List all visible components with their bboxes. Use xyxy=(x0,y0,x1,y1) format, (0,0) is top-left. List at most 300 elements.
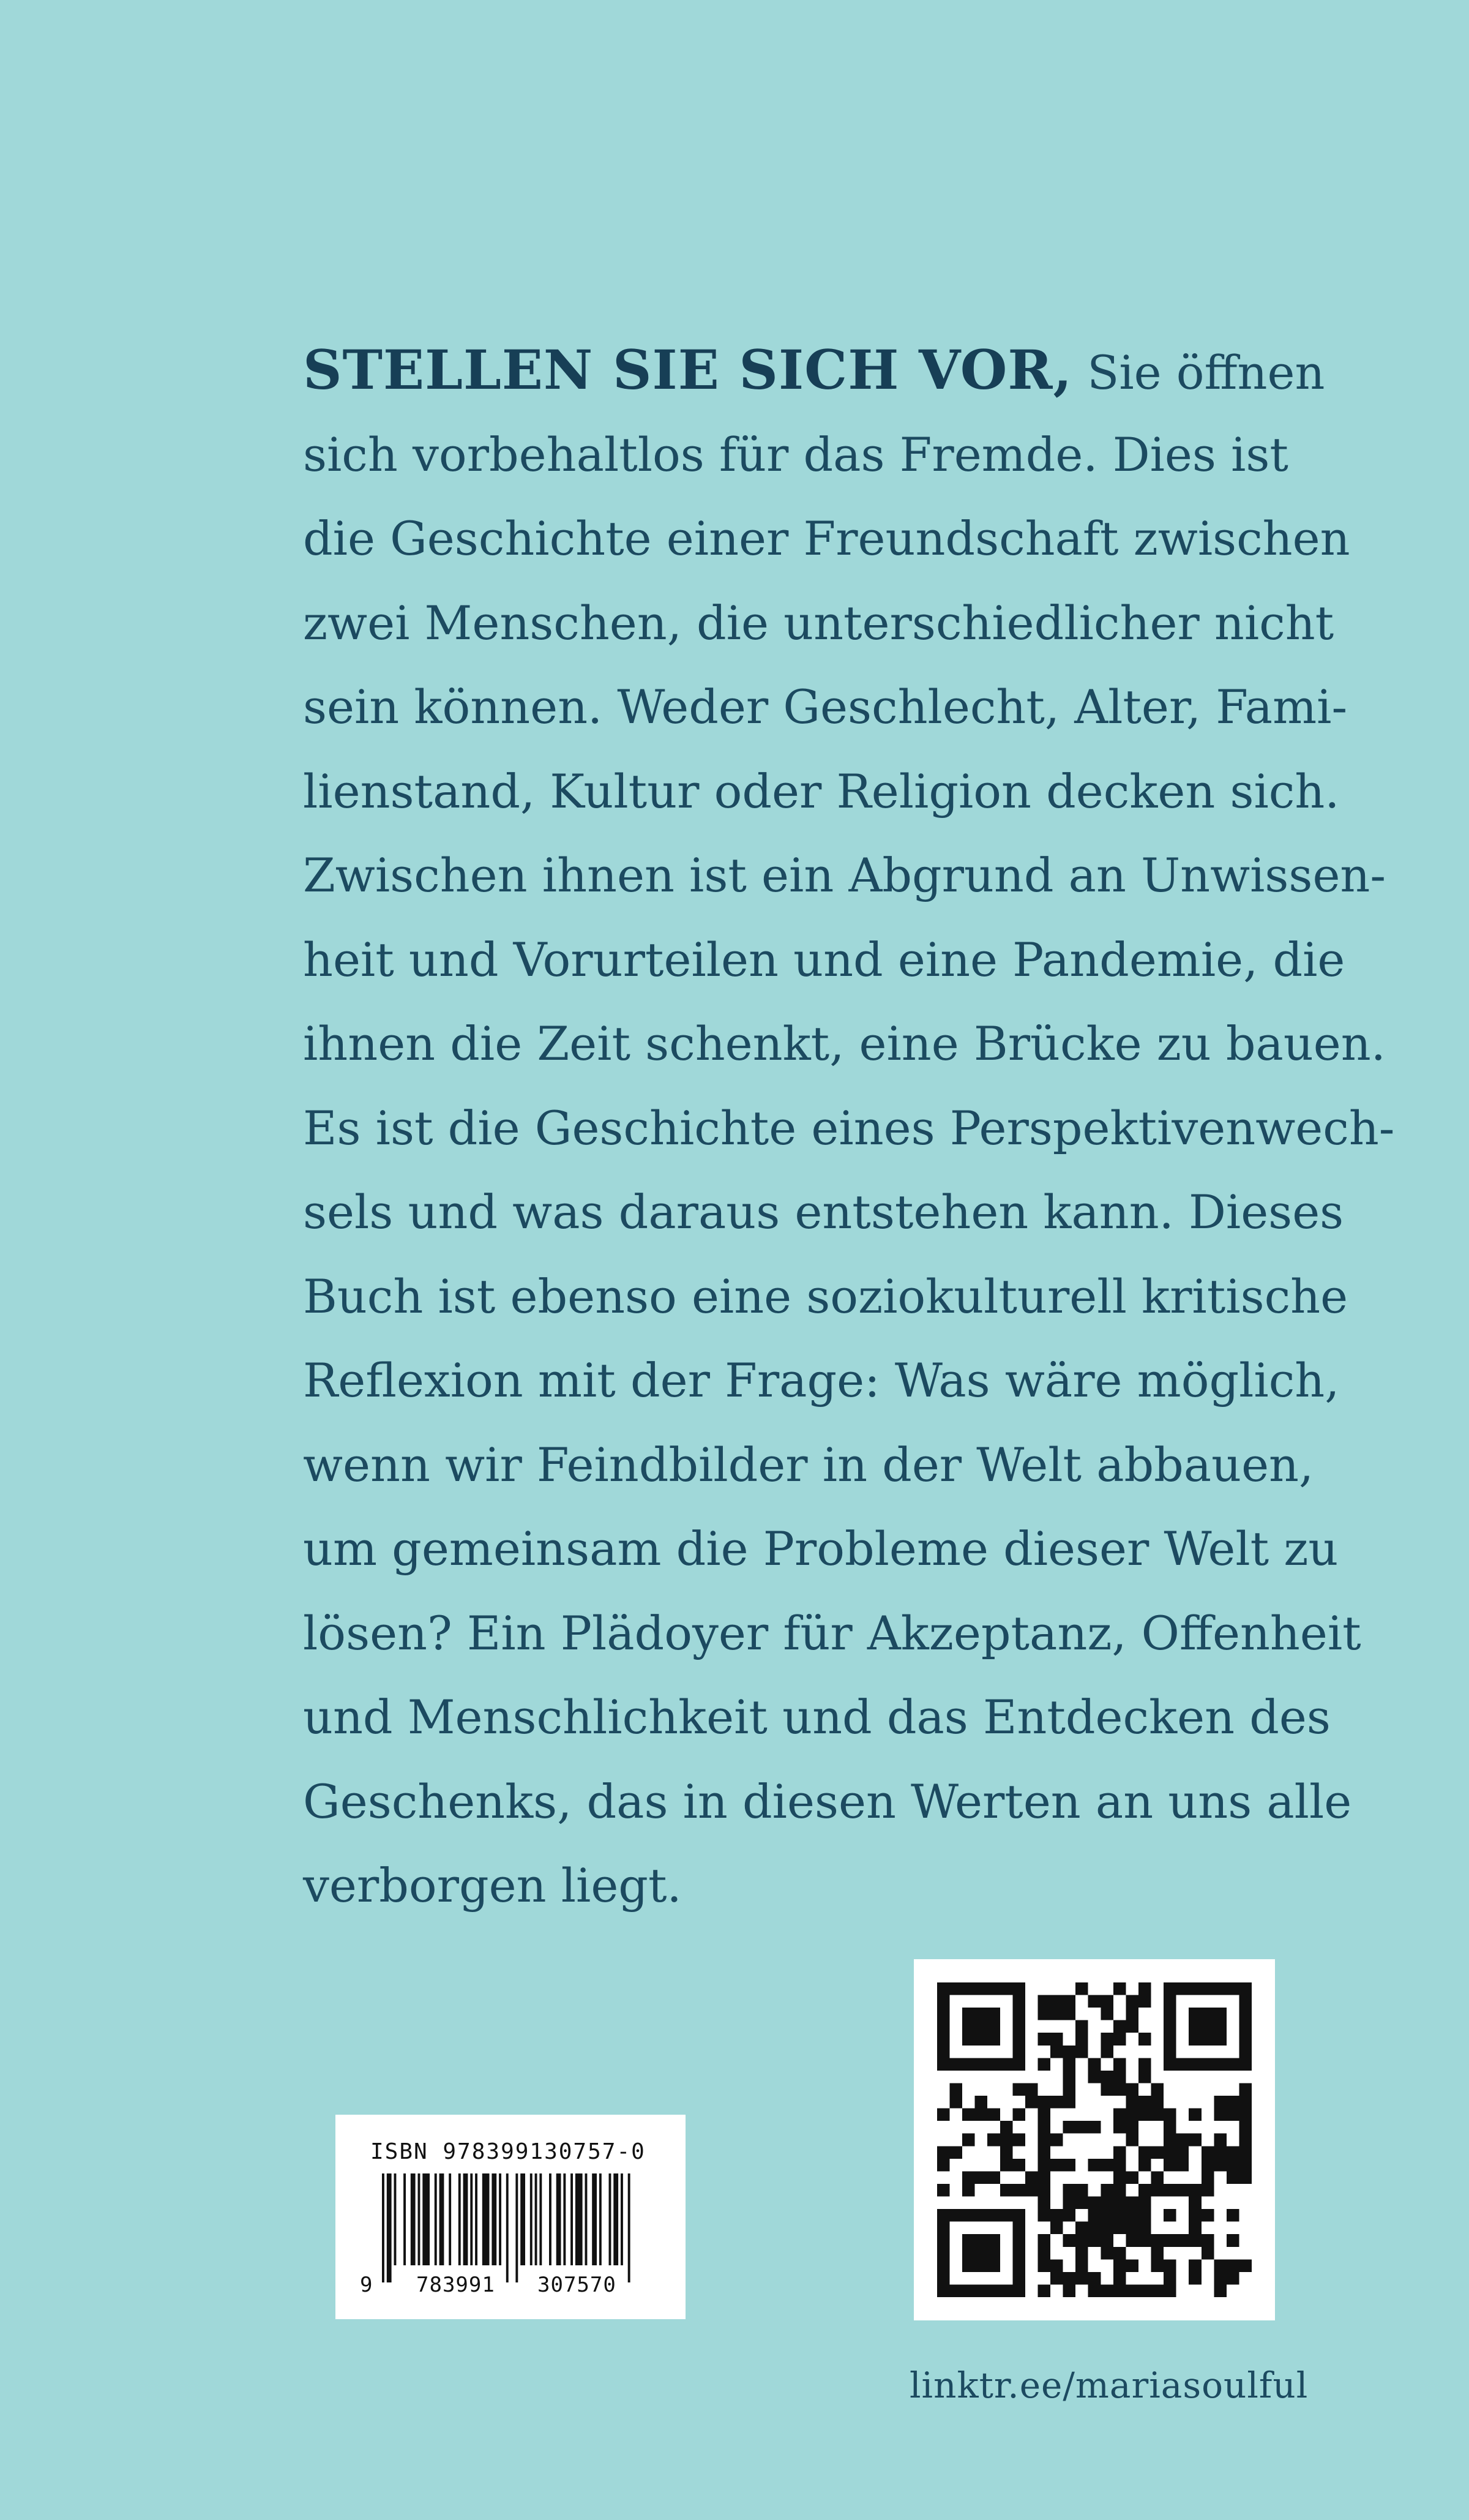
blurb-line: heit und Vorurteilen und eine Pandemie, die xyxy=(303,932,1345,987)
qr-module xyxy=(1126,2008,1138,2020)
blurb-line: sich vorbehaltlos für das Fremde. Dies ist xyxy=(303,427,1288,482)
qr-module xyxy=(1164,2184,1176,2197)
barcode-bar xyxy=(482,2173,490,2265)
qr-module xyxy=(1189,2033,1202,2046)
qr-module xyxy=(1239,2259,1252,2272)
qr-module xyxy=(937,2008,950,2020)
qr-module xyxy=(987,2234,1000,2247)
qr-module xyxy=(1088,1995,1101,2008)
qr-module xyxy=(1075,2222,1088,2235)
blurb-line: wenn wir Feindbilder in der Welt abbauen, xyxy=(303,1437,1314,1492)
qr-module xyxy=(962,2033,975,2046)
qr-module xyxy=(1164,2209,1176,2222)
barcode-bar xyxy=(585,2173,588,2265)
qr-module xyxy=(962,2184,975,2197)
qr-module xyxy=(1164,2046,1176,2058)
qr-module xyxy=(1000,2209,1013,2222)
qr-module xyxy=(987,2109,1000,2121)
qr-module xyxy=(1151,2109,1164,2121)
qr-module xyxy=(1037,2259,1050,2272)
qr-module xyxy=(1000,2284,1013,2297)
barcode-bar xyxy=(613,2173,618,2265)
qr-module xyxy=(1000,2134,1013,2147)
qr-module xyxy=(1138,1995,1151,2008)
qr-module xyxy=(1189,2197,1202,2210)
qr-module xyxy=(1239,2109,1252,2121)
qr-module xyxy=(975,2247,988,2260)
barcode-bar xyxy=(530,2173,533,2265)
qr-module xyxy=(1176,2234,1189,2247)
qr-module xyxy=(1126,2171,1138,2184)
qr-module xyxy=(1126,2234,1138,2247)
barcode-bar xyxy=(609,2173,611,2265)
qr-module xyxy=(1012,2159,1025,2172)
qr-module xyxy=(1138,2184,1151,2197)
qr-module xyxy=(1214,2096,1227,2109)
qr-module xyxy=(1126,2020,1138,2033)
qr-module xyxy=(1239,2121,1252,2134)
qr-module xyxy=(950,2096,963,2109)
qr-module xyxy=(1025,2184,1038,2197)
qr-module xyxy=(1113,2259,1126,2272)
back-cover-blurb xyxy=(303,328,1395,1928)
qr-module xyxy=(1151,2284,1164,2297)
qr-module xyxy=(1101,2247,1113,2260)
qr-module xyxy=(937,2222,950,2235)
qr-module xyxy=(1113,2284,1126,2297)
qr-module xyxy=(1202,2184,1214,2197)
qr-module xyxy=(962,2209,975,2222)
qr-module xyxy=(1164,2259,1176,2272)
qr-module xyxy=(975,2096,988,2109)
qr-module xyxy=(1239,2046,1252,2058)
blurb-line: lienstand, Kultur oder Religion decken sich. xyxy=(303,763,1340,819)
qr-module xyxy=(1025,2171,1038,2184)
qr-module xyxy=(1037,2159,1050,2172)
qr-module xyxy=(1063,2159,1076,2172)
qr-module xyxy=(1227,2159,1239,2172)
qr-module xyxy=(1037,2058,1050,2071)
qr-module xyxy=(1113,2197,1126,2210)
qr-module xyxy=(1227,2096,1239,2109)
qr-module xyxy=(1126,2096,1138,2109)
qr-module xyxy=(1101,2046,1113,2058)
qr-module xyxy=(1164,1995,1176,2008)
qr-module xyxy=(1063,2058,1076,2071)
qr-module xyxy=(1012,2234,1025,2247)
qr-module xyxy=(1138,1982,1151,1995)
qr-module xyxy=(1202,1982,1214,1995)
qr-module xyxy=(1202,2247,1214,2260)
qr-module xyxy=(1012,2046,1025,2058)
qr-module xyxy=(1126,2284,1138,2297)
qr-module xyxy=(937,2020,950,2033)
qr-module xyxy=(1037,2109,1050,2121)
qr-module xyxy=(1101,2159,1113,2172)
qr-module xyxy=(1012,2184,1025,2197)
qr-module xyxy=(1176,2134,1189,2147)
barcode-bar xyxy=(556,2173,561,2265)
qr-module xyxy=(1189,2109,1202,2121)
qr-module xyxy=(1050,2159,1063,2172)
qr-module xyxy=(1037,2146,1050,2159)
qr-module xyxy=(1037,2197,1050,2210)
qr-module xyxy=(1126,2083,1138,2096)
qr-module xyxy=(1138,2234,1151,2247)
barcode-bar xyxy=(499,2173,501,2265)
qr-module xyxy=(1239,2146,1252,2159)
qr-module xyxy=(1126,2197,1138,2210)
qr-module xyxy=(1012,2134,1025,2147)
qr-module xyxy=(937,2146,950,2159)
qr-module xyxy=(1113,1982,1126,1995)
qr-module xyxy=(1063,2096,1076,2109)
qr-module xyxy=(1189,2184,1202,2197)
blurb-line: zwei Menschen, die unterschiedlicher nicht xyxy=(303,595,1334,650)
qr-module xyxy=(950,2209,963,2222)
barcode-bar xyxy=(515,2173,518,2282)
qr-module xyxy=(1025,2083,1038,2096)
qr-module xyxy=(1189,2234,1202,2247)
qr-module xyxy=(937,1982,950,1995)
qr-module xyxy=(1000,2184,1013,2197)
qr-module xyxy=(962,1982,975,1995)
qr-module xyxy=(987,2284,1000,2297)
qr-module xyxy=(1214,2008,1227,2020)
qr-module xyxy=(1202,2159,1214,2172)
qr-module xyxy=(1101,2184,1113,2197)
blurb-line-1 xyxy=(303,328,1325,413)
qr-module xyxy=(962,2171,975,2184)
qr-module xyxy=(1088,2197,1101,2210)
blurb-line: lösen? Ein Plädoyer für Akzeptanz, Offenheit xyxy=(303,1605,1361,1660)
blurb-line: und Menschlichkeit und das Entdecken des xyxy=(303,1690,1331,1744)
qr-module xyxy=(1214,2020,1227,2033)
qr-module xyxy=(1063,2046,1076,2058)
qr-module xyxy=(1164,2121,1176,2134)
qr-module xyxy=(1088,2159,1101,2172)
isbn-barcode-label xyxy=(335,2115,686,2319)
qr-module xyxy=(1189,2272,1202,2285)
barcode-bar xyxy=(563,2173,566,2265)
qr-module xyxy=(975,2284,988,2297)
qr-module xyxy=(1113,2071,1126,2083)
qr-module xyxy=(1138,2209,1151,2222)
blurb-line: Buch ist ebenso eine soziokulturell kritische xyxy=(303,1269,1348,1324)
qr-module xyxy=(1126,2259,1138,2272)
blurb-line: die Geschichte einer Freundschaft zwischen xyxy=(303,511,1350,566)
qr-module xyxy=(987,2058,1000,2071)
qr-module xyxy=(950,2146,963,2159)
qr-module xyxy=(1037,2121,1050,2134)
qr-module xyxy=(1012,2209,1025,2222)
qr-module xyxy=(1012,1995,1025,2008)
qr-module xyxy=(987,2171,1000,2184)
qr-module xyxy=(1189,1982,1202,1995)
qr-module xyxy=(1164,2033,1176,2046)
qr-module xyxy=(1113,2159,1126,2172)
qr-module xyxy=(1138,2033,1151,2046)
qr-module xyxy=(975,2234,988,2247)
qr-module xyxy=(1101,2222,1113,2235)
qr-module xyxy=(975,2171,988,2184)
blurb-line: um gemeinsam die Probleme dieser Welt zu xyxy=(303,1521,1339,1576)
qr-module xyxy=(975,2020,988,2033)
qr-module xyxy=(1063,2209,1076,2222)
qr-module xyxy=(1164,2109,1176,2121)
barcode-bar xyxy=(470,2173,473,2265)
qr-module xyxy=(1012,1982,1025,1995)
qr-module xyxy=(1063,2234,1076,2247)
qr-module xyxy=(1012,2033,1025,2046)
qr-module xyxy=(1075,2247,1088,2260)
blurb-line-1-rest: Sie öffnen xyxy=(1072,345,1325,400)
qr-module xyxy=(1113,2222,1126,2235)
qr-module xyxy=(1214,2134,1227,2147)
qr-module xyxy=(1138,2159,1151,2172)
qr-module xyxy=(1164,2234,1176,2247)
barcode-bar xyxy=(475,2173,477,2265)
barcode-bar xyxy=(539,2173,542,2265)
qr-module xyxy=(1164,2272,1176,2285)
barcode-bar xyxy=(418,2173,421,2265)
qr-module xyxy=(987,2247,1000,2260)
ean-group-2: 307570 xyxy=(535,2273,619,2297)
barcode-bar xyxy=(535,2173,537,2265)
qr-module xyxy=(962,2234,975,2247)
qr-module xyxy=(1012,2058,1025,2071)
qr-module xyxy=(1012,2020,1025,2033)
qr-code-icon xyxy=(937,1982,1252,2297)
qr-module xyxy=(1202,2033,1214,2046)
qr-module xyxy=(1000,2159,1013,2172)
qr-module xyxy=(1214,2109,1227,2121)
qr-module xyxy=(1050,2008,1063,2020)
blurb-line: verborgen liegt. xyxy=(303,1858,682,1913)
barcode-bar xyxy=(449,2173,451,2265)
qr-module xyxy=(1075,2184,1088,2197)
qr-module xyxy=(1214,2159,1227,2172)
qr-module xyxy=(937,2234,950,2247)
qr-module xyxy=(1214,2284,1227,2297)
qr-module xyxy=(1151,2083,1164,2096)
qr-code xyxy=(914,1959,1275,2320)
qr-module xyxy=(1012,2008,1025,2020)
qr-module xyxy=(1227,2109,1239,2121)
qr-module xyxy=(1063,1995,1076,2008)
barcode-bar xyxy=(394,2173,397,2265)
qr-module xyxy=(1126,2209,1138,2222)
qr-module xyxy=(987,2020,1000,2033)
qr-module xyxy=(1227,2234,1239,2247)
qr-module xyxy=(1189,2209,1202,2222)
qr-module xyxy=(1202,2020,1214,2033)
qr-module xyxy=(962,2134,975,2147)
barcode-bar xyxy=(382,2173,384,2282)
qr-module xyxy=(1075,2272,1088,2285)
qr-module xyxy=(1050,2096,1063,2109)
qr-module xyxy=(1214,1982,1227,1995)
qr-module xyxy=(937,2159,950,2172)
qr-module xyxy=(1000,1982,1013,1995)
qr-module xyxy=(1189,2134,1202,2147)
qr-module xyxy=(1088,2121,1101,2134)
qr-module xyxy=(1037,2096,1050,2109)
qr-module xyxy=(1037,2171,1050,2184)
qr-module xyxy=(1088,2222,1101,2235)
qr-module xyxy=(1239,1995,1252,2008)
barcode-bar xyxy=(422,2173,430,2265)
qr-module xyxy=(962,2247,975,2260)
barcode-bar xyxy=(439,2173,444,2265)
qr-module xyxy=(937,2209,950,2222)
qr-module xyxy=(1214,2146,1227,2159)
blurb-line: sein können. Weder Geschlecht, Alter, Fami- xyxy=(303,680,1348,734)
barcode-bar xyxy=(463,2173,468,2265)
qr-module xyxy=(1101,2071,1113,2083)
qr-module xyxy=(975,1982,988,1995)
qr-module xyxy=(1063,2121,1076,2134)
qr-module xyxy=(1088,2272,1101,2285)
qr-module xyxy=(1151,2247,1164,2260)
blurb-line: Es ist die Geschichte eines Perspektivenwech- xyxy=(303,1100,1395,1155)
qr-module xyxy=(1000,2058,1013,2071)
qr-module xyxy=(1113,2272,1126,2285)
qr-module xyxy=(1037,2033,1050,2046)
qr-module xyxy=(950,1982,963,1995)
qr-module xyxy=(1202,2209,1214,2222)
qr-module xyxy=(962,2020,975,2033)
blurb-lead: STELLEN SIE SICH VOR, xyxy=(303,338,1073,402)
qr-module xyxy=(1164,1982,1176,1995)
qr-module xyxy=(1227,2272,1239,2285)
qr-module xyxy=(1227,2058,1239,2071)
qr-module xyxy=(1000,2121,1013,2134)
qr-module xyxy=(1164,2008,1176,2020)
barcode-icon xyxy=(370,2173,651,2284)
qr-module xyxy=(987,2033,1000,2046)
qr-module xyxy=(1088,2071,1101,2083)
blurb-line: Geschenks, das in diesen Werten an uns alle xyxy=(303,1774,1352,1829)
qr-module xyxy=(1113,2033,1126,2046)
qr-module xyxy=(1227,2209,1239,2222)
qr-module xyxy=(1037,2134,1050,2147)
barcode-bar xyxy=(520,2173,525,2265)
qr-module xyxy=(1075,2033,1088,2046)
qr-module xyxy=(1075,2020,1088,2033)
qr-module xyxy=(1239,2134,1252,2147)
qr-module xyxy=(1063,2071,1076,2083)
qr-module xyxy=(1239,2159,1252,2172)
qr-module xyxy=(1050,2209,1063,2222)
qr-module xyxy=(950,2083,963,2096)
qr-module xyxy=(975,2058,988,2071)
barcode-bar xyxy=(458,2173,461,2265)
qr-module xyxy=(987,2008,1000,2020)
qr-module xyxy=(1239,2008,1252,2020)
qr-module xyxy=(1050,2259,1063,2272)
qr-module xyxy=(1138,2058,1151,2071)
qr-module xyxy=(1138,2222,1151,2235)
ean-group-1: 783991 xyxy=(414,2273,498,2297)
qr-module xyxy=(1164,2134,1176,2147)
qr-module xyxy=(1050,2046,1063,2058)
qr-module xyxy=(1126,2121,1138,2134)
qr-module xyxy=(1227,2171,1239,2184)
qr-module xyxy=(1050,2134,1063,2147)
qr-module xyxy=(1012,2083,1025,2096)
qr-module xyxy=(1063,2008,1076,2020)
barcode-bar xyxy=(403,2173,406,2265)
qr-module xyxy=(937,2046,950,2058)
qr-module xyxy=(937,2109,950,2121)
qr-module xyxy=(1113,2209,1126,2222)
blurb-line: Reflexion mit der Frage: Was wäre möglich, xyxy=(303,1353,1340,1408)
qr-module xyxy=(937,2284,950,2297)
qr-module xyxy=(1176,2058,1189,2071)
qr-module xyxy=(1075,2046,1088,2058)
qr-module xyxy=(1101,2234,1113,2247)
qr-module xyxy=(1000,2146,1013,2159)
qr-module xyxy=(1101,2083,1113,2096)
barcode-bar xyxy=(599,2173,602,2265)
qr-module xyxy=(975,2259,988,2272)
qr-module xyxy=(1088,2058,1101,2071)
qr-module xyxy=(1239,2171,1252,2184)
qr-module xyxy=(1012,2222,1025,2235)
qr-module xyxy=(987,2209,1000,2222)
qr-module xyxy=(1227,2259,1239,2272)
qr-module xyxy=(1151,2234,1164,2247)
qr-module xyxy=(1164,2159,1176,2172)
qr-module xyxy=(1075,1982,1088,1995)
qr-module xyxy=(1012,2259,1025,2272)
qr-module xyxy=(1164,2284,1176,2297)
qr-module xyxy=(937,2272,950,2285)
qr-module xyxy=(1088,2284,1101,2297)
barcode-bar xyxy=(549,2173,551,2265)
qr-module xyxy=(1126,2134,1138,2147)
qr-module xyxy=(1214,2033,1227,2046)
qr-module xyxy=(1113,2109,1126,2121)
qr-module xyxy=(1075,2234,1088,2247)
isbn-number: ISBN 978399130757-0 xyxy=(370,2139,646,2164)
qr-module xyxy=(1202,2008,1214,2020)
barcode-bar xyxy=(506,2173,509,2282)
qr-module xyxy=(1138,2146,1151,2159)
qr-module xyxy=(1189,2020,1202,2033)
qr-module xyxy=(1164,2020,1176,2033)
qr-module xyxy=(1101,2008,1113,2020)
qr-module xyxy=(1075,2197,1088,2210)
qr-module xyxy=(1214,2058,1227,2071)
linktree-link[interactable]: linktr.ee/mariasoulful xyxy=(910,2364,1309,2406)
qr-module xyxy=(950,2284,963,2297)
qr-module xyxy=(1101,2197,1113,2210)
blurb-line: Zwischen ihnen ist ein Abgrund an Unwissen- xyxy=(303,848,1386,902)
qr-module xyxy=(1012,2109,1025,2121)
qr-module xyxy=(1239,1982,1252,1995)
qr-module xyxy=(1075,2259,1088,2272)
qr-module xyxy=(1113,2171,1126,2184)
qr-module xyxy=(1239,2083,1252,2096)
qr-module xyxy=(1063,2272,1076,2285)
qr-module xyxy=(962,2284,975,2297)
qr-module xyxy=(1101,2033,1113,2046)
qr-module xyxy=(962,2109,975,2121)
qr-module xyxy=(1126,2222,1138,2235)
qr-module xyxy=(1063,2184,1076,2197)
